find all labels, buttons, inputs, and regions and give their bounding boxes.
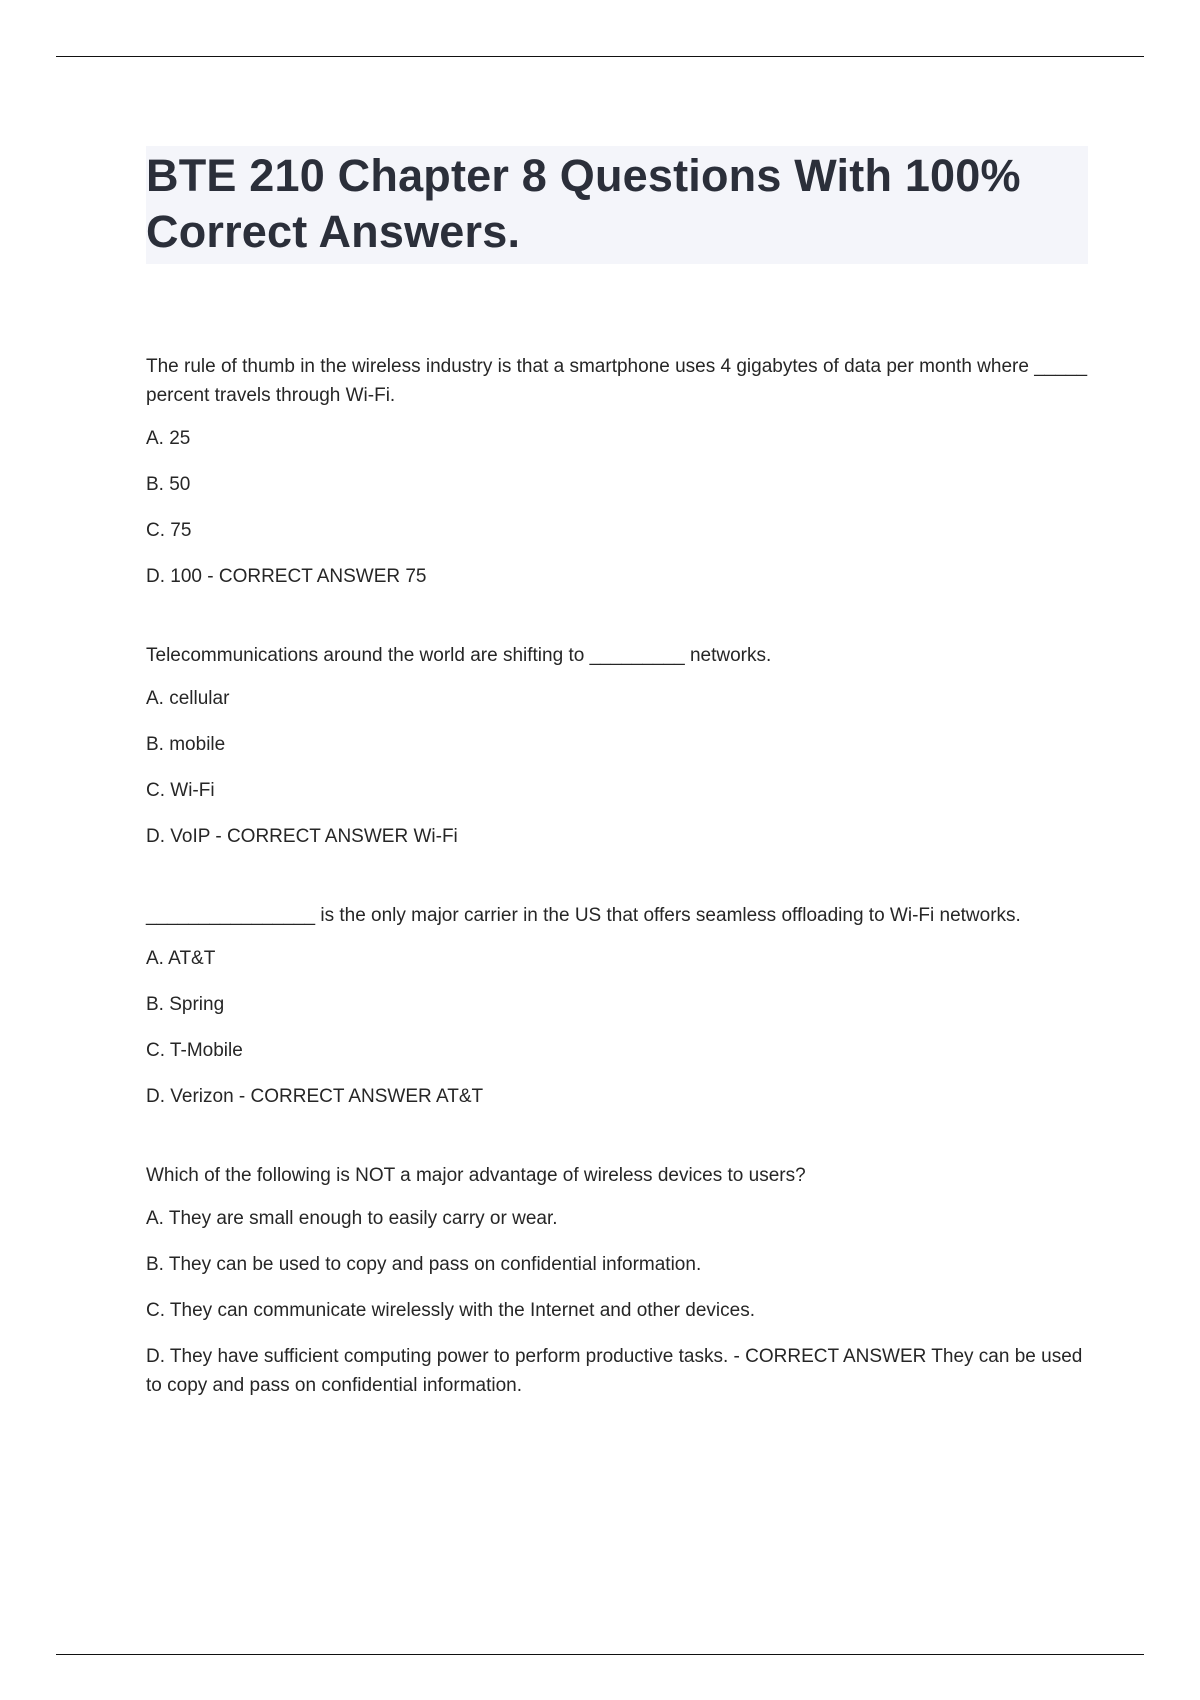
option-a: A. cellular (146, 688, 230, 709)
title-block (146, 146, 1088, 264)
question-1 (146, 352, 1088, 591)
question-text: Which of the following is NOT a major advantage of wireless devices to users? (146, 1165, 806, 1186)
top-divider (56, 56, 1144, 57)
option-b: B. Spring (146, 994, 225, 1015)
option-c: C. Wi-Fi (146, 780, 215, 801)
question-text: Telecommunications around the world are shifting to _________ networks. (146, 645, 772, 666)
question-4 (146, 1161, 1088, 1400)
option-b: B. 50 (146, 474, 191, 495)
option-d-with-answer: D. 100 - CORRECT ANSWER 75 (146, 566, 427, 587)
question-3 (146, 901, 1088, 1111)
option-a: A. They are small enough to easily carry or wear. (146, 1208, 558, 1229)
option-b: B. They can be used to copy and pass on confidential information. (146, 1254, 702, 1275)
option-d-with-answer: D. VoIP - CORRECT ANSWER Wi-Fi (146, 826, 458, 847)
question-text: ________________ is the only major carrier in the US that offers seamless offloading to Wi-Fi networks. (146, 905, 1021, 926)
option-b: B. mobile (146, 734, 226, 755)
option-a: A. 25 (146, 428, 191, 449)
question-text: The rule of thumb in the wireless industry is that a smartphone uses 4 gigabytes of data per month where _____ percent travels through Wi-Fi. (146, 356, 1088, 406)
option-d-with-answer: D. They have sufficient computing power to perform productive tasks. - CORRECT ANSWER They can be used to copy and pass on confidential information. (146, 1346, 1083, 1396)
page-title: BTE 210 Chapter 8 Questions With 100% Correct Answers. (146, 150, 1021, 257)
document-body (146, 146, 1088, 1450)
question-2 (146, 641, 1088, 851)
question-list (146, 352, 1088, 1400)
option-c: C. 75 (146, 520, 192, 541)
option-d-with-answer: D. Verizon - CORRECT ANSWER AT&T (146, 1086, 484, 1107)
option-a: A. AT&T (146, 948, 216, 969)
bottom-divider (56, 1654, 1144, 1655)
option-c: C. They can communicate wirelessly with the Internet and other devices. (146, 1300, 755, 1321)
option-c: C. T-Mobile (146, 1040, 243, 1061)
